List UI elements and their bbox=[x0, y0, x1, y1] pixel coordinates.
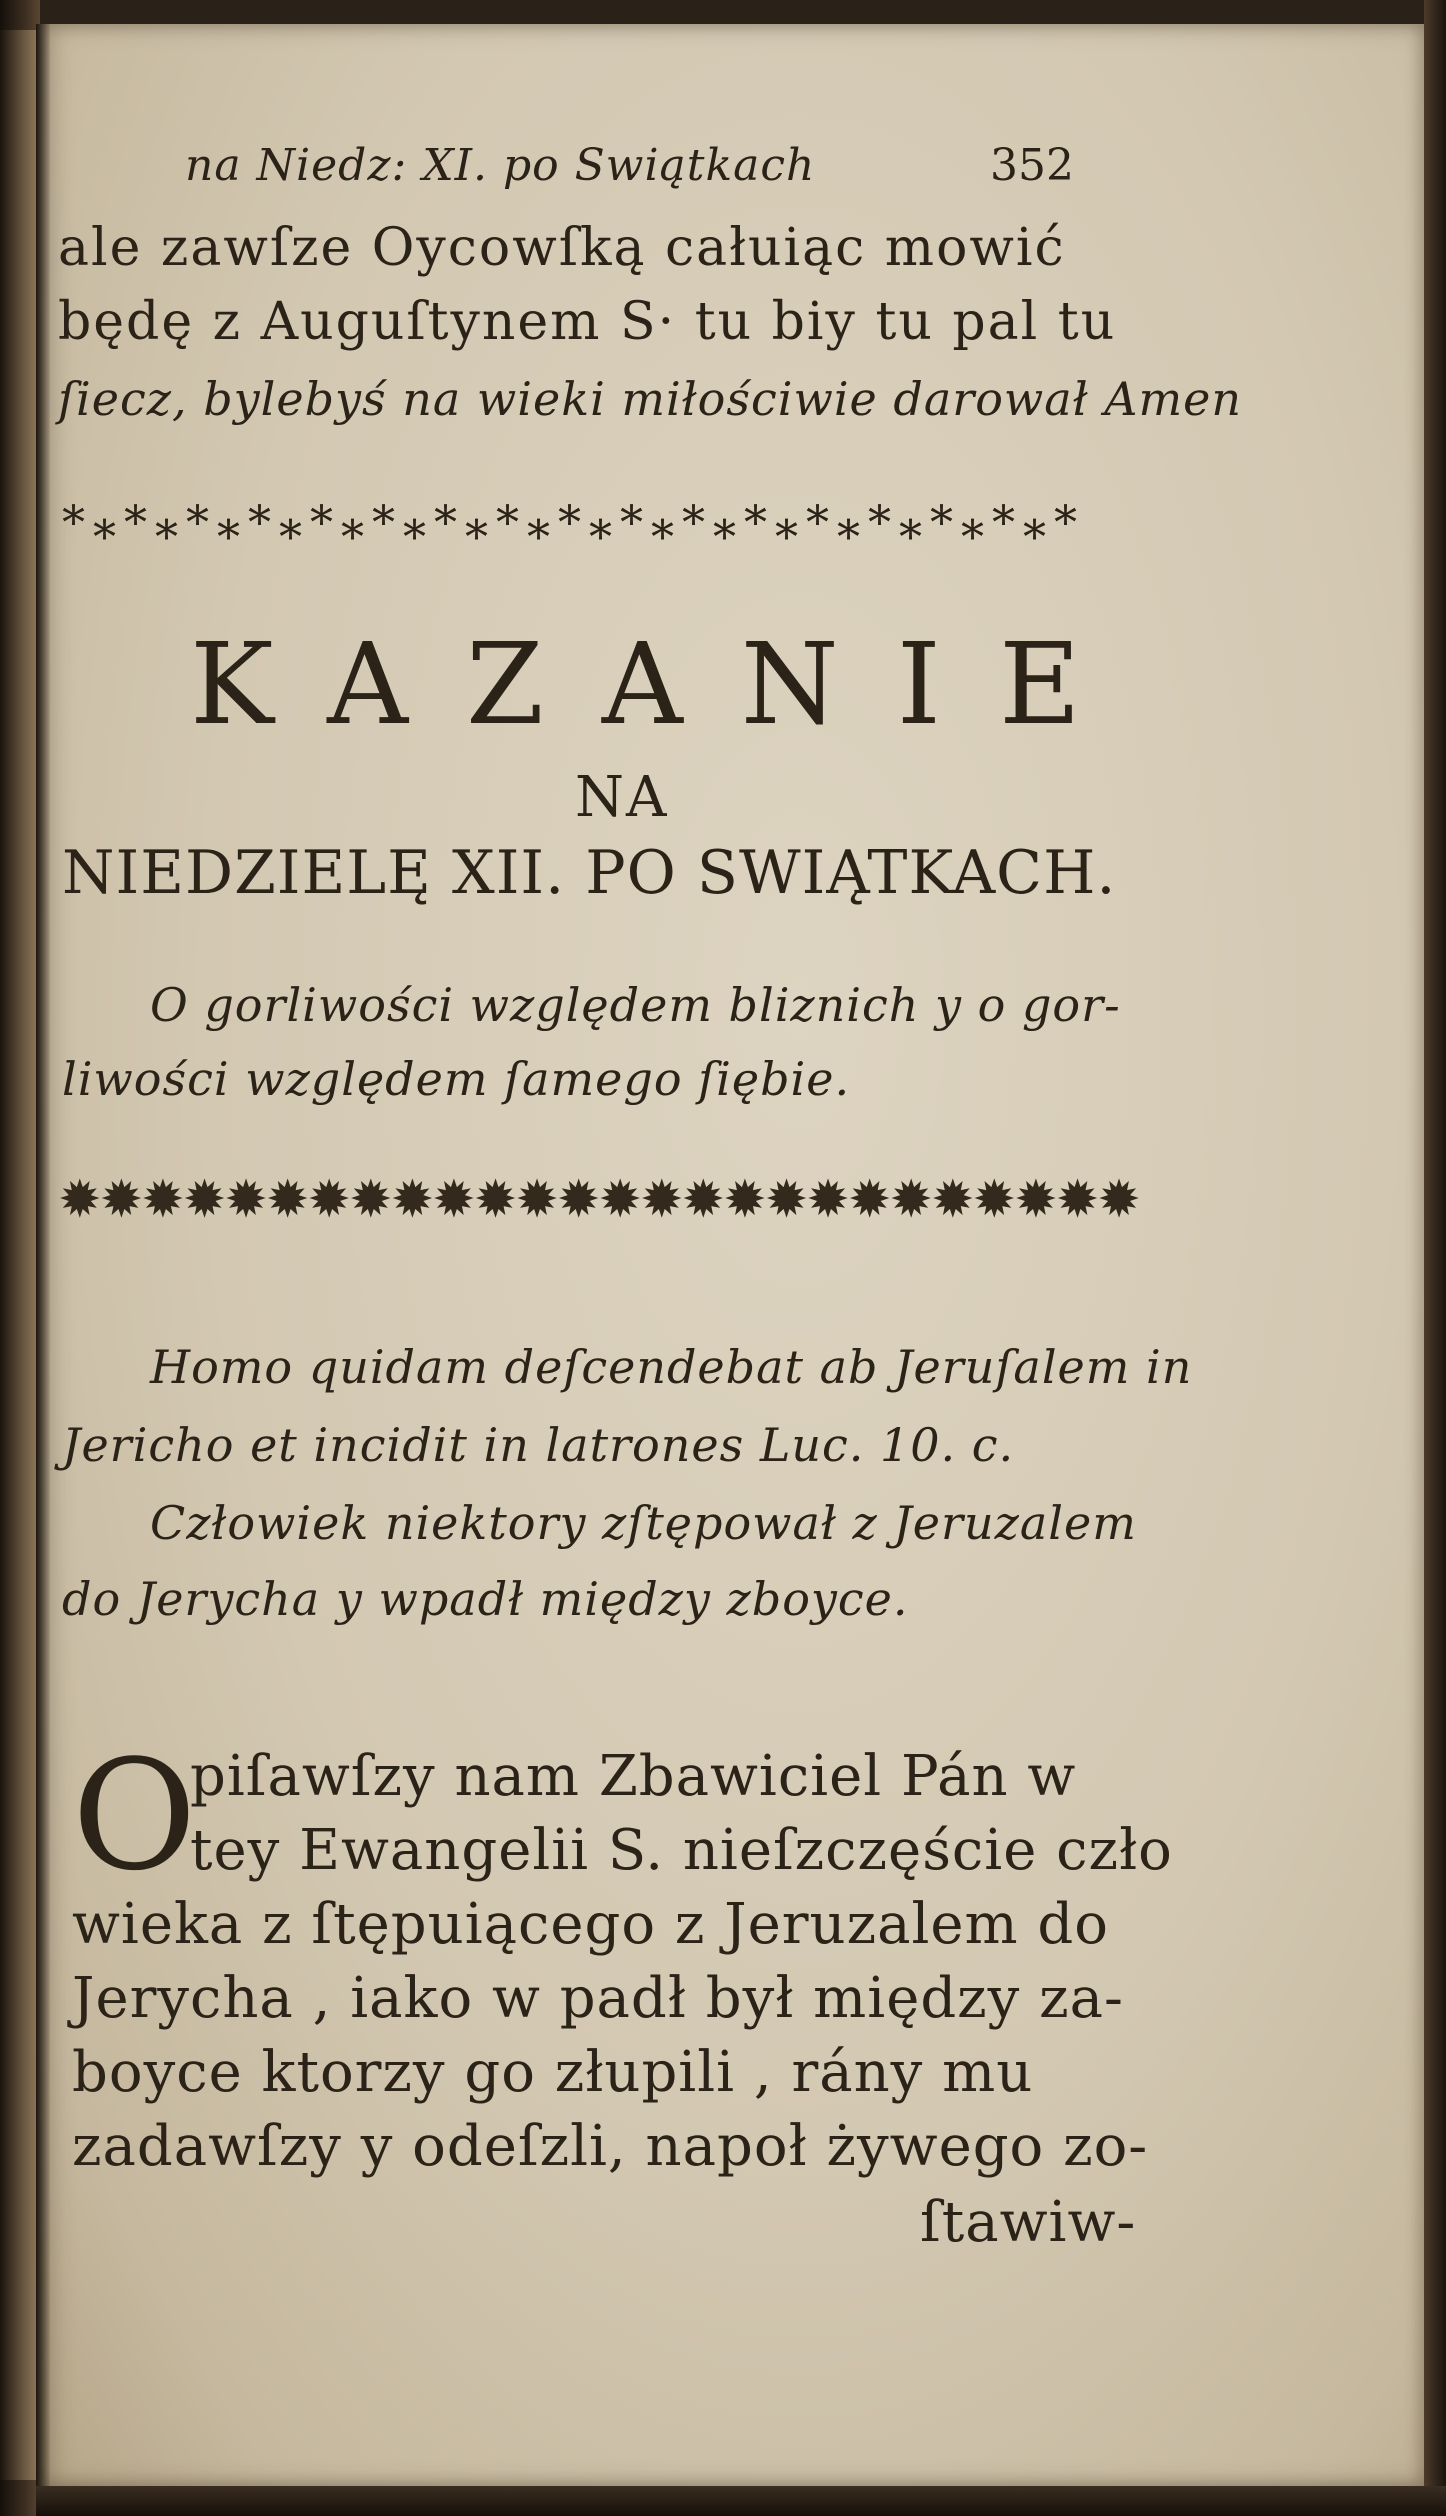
page-number: 352 bbox=[990, 140, 1074, 191]
page-gutter-shadow bbox=[36, 24, 50, 2486]
sermon-subtitle: NIEDZIELĘ XII. PO SWIĄTKACH. bbox=[62, 838, 1117, 908]
summary-line-2: liwości względem ſamego ſiębie. bbox=[62, 1052, 851, 1106]
carryover-line-3: ſiecz, bylebyś na wieki miłościwie darował Amen bbox=[58, 372, 1242, 426]
paragraph-line-6: zadawſzy y odeſzli, napoł żywego zo- bbox=[72, 2114, 1149, 2179]
drop-cap-initial: O bbox=[72, 1727, 197, 1904]
star-rule-ornament: *⁎*⁎*⁎*⁎*⁎*⁎*⁎*⁎*⁎*⁎*⁎*⁎*⁎*⁎*⁎*⁎* bbox=[62, 495, 1085, 549]
decorative-border-ornament: ✹✹✹✹✹✹✹✹✹✹✹✹✹✹✹✹✹✹✹✹✹✹✹✹✹✹ bbox=[58, 1170, 1139, 1230]
page-right-edge bbox=[1424, 0, 1446, 2516]
paragraph-line-4: Jerycha , iako w padł był między za- bbox=[72, 1966, 1124, 2031]
running-head: na Niedz: XI. po Swiątkach bbox=[185, 140, 816, 191]
polish-quote-line-1: Człowiek niektory zſtępował z Jeruzalem bbox=[150, 1496, 1137, 1550]
paragraph-line-3: wieka z ſtępuiącego z Jeruzalem do bbox=[72, 1892, 1109, 1957]
latin-quote-line-2: Jericho et incidit in latrones Luc. 10. c. bbox=[62, 1418, 1015, 1472]
sermon-title: KAZANIE bbox=[190, 620, 1139, 750]
paragraph-line-2: tey Ewangelii S. nieſzczęście czło bbox=[190, 1818, 1173, 1883]
catchword: ſtawiw- bbox=[920, 2190, 1137, 2255]
paragraph-line-1: piſawſzy nam Zbawiciel Pán w bbox=[190, 1744, 1077, 1809]
sermon-title-na: NA bbox=[575, 765, 669, 830]
summary-line-1: O gorliwości względem bliznich y o gor- bbox=[150, 978, 1121, 1032]
page-bottom-edge bbox=[36, 2486, 1446, 2516]
carryover-line-1: ale zawſze Oycowſką całuiąc mowić bbox=[58, 218, 1066, 278]
polish-quote-line-2: do Jerycha y wpadł między zboyce. bbox=[62, 1572, 909, 1626]
carryover-line-2: będę z Auguſtynem S· tu biy tu pal tu bbox=[58, 292, 1117, 352]
latin-quote-line-1: Homo quidam deſcendebat ab Jeruſalem in bbox=[150, 1340, 1193, 1394]
facing-page-edge bbox=[0, 30, 36, 2480]
paragraph-line-5: boyce ktorzy go złupili , rány mu bbox=[72, 2040, 1034, 2105]
